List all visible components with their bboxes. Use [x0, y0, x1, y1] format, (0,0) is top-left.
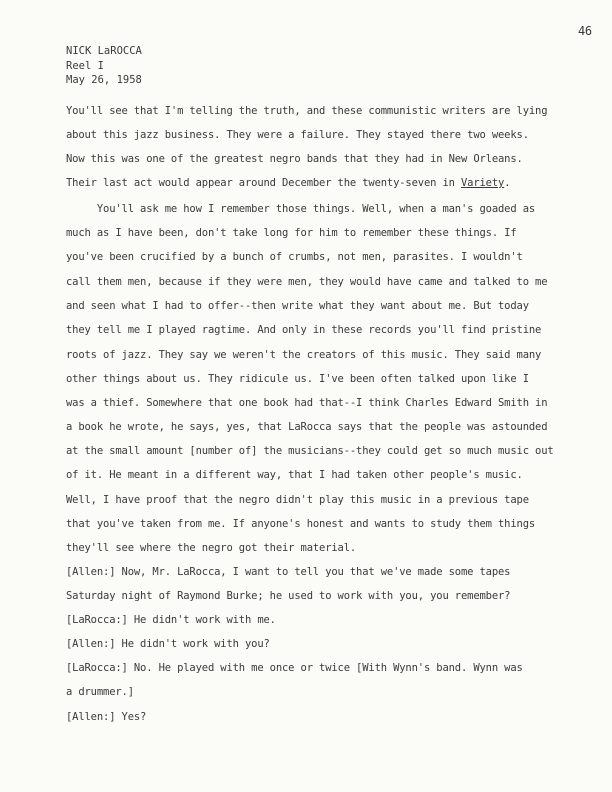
- body-line: you've been crucified by a bunch of crumbs, not men, parasites. I wouldn't: [66, 251, 523, 263]
- body-line: Now this was one of the greatest negro bands that they had in New Orleans.: [66, 153, 523, 165]
- body-line: You'll ask me how I remember those things. Well, when a man's goaded as: [66, 203, 536, 215]
- body-line: Well, I have proof that the negro didn't play this music in a previous tape: [66, 494, 529, 506]
- body-line: was a thief. Somewhere that one book had that--I think Charles Edward Smith in: [66, 397, 548, 409]
- header-date: May 26, 1958: [66, 74, 142, 86]
- speaker-line: [LaRocca:] He didn't work with me.: [66, 614, 276, 626]
- speaker-line: [Allen:] Yes?: [66, 711, 147, 723]
- body-line-text: Their last act would appear around December the twenty-seven in: [66, 177, 455, 189]
- body-line: a book he wrote, he says, yes, that LaRocca says that the people was astounded: [66, 421, 548, 433]
- body-line: they'll see where the negro got their material.: [66, 542, 357, 554]
- body-line: about this jazz business. They were a failure. They stayed there two weeks.: [66, 129, 529, 141]
- body-line: other things about us. They ridicule us. I've been often talked upon like I: [66, 373, 529, 385]
- body-line: You'll see that I'm telling the truth, and these communistic writers are lying: [66, 105, 548, 117]
- publication-name: Variety: [460, 177, 505, 189]
- speaker-line: [Allen:] He didn't work with you?: [66, 638, 270, 650]
- header-name: NICK LaROCCA: [66, 45, 142, 57]
- body-line: much as I have been, don't take long for him to remember these things. If: [66, 227, 517, 239]
- speaker-line: [Allen:] Now, Mr. LaRocca, I want to tell you that we've made some tapes: [66, 566, 511, 578]
- body-line: they tell me I played ragtime. And only in these records you'll find pristine: [66, 324, 542, 336]
- body-line: Saturday night of Raymond Burke; he used to work with you, you remember?: [66, 590, 511, 602]
- body-line: that you've taken from me. If anyone's honest and wants to study them things: [66, 518, 536, 530]
- body-line: a drummer.]: [66, 686, 134, 698]
- transcript-header: [66, 44, 142, 88]
- body-line: call them men, because if they were men, they would have came and talked to me: [66, 276, 548, 288]
- punctuation: .: [504, 177, 511, 189]
- body-line: [66, 177, 510, 189]
- header-reel: Reel I: [66, 59, 104, 72]
- body-line: at the small amount [number of] the musicians--they could get so much music out: [66, 445, 554, 457]
- page-number: 46: [578, 24, 592, 38]
- speaker-line: [LaRocca:] No. He played with me once or twice [With Wynn's band. Wynn was: [66, 662, 523, 674]
- body-line: roots of jazz. They say we weren't the creators of this music. They said many: [66, 349, 542, 361]
- body-line: and seen what I had to offer--then write what they want about me. But today: [66, 300, 529, 312]
- body-line: of it. He meant in a different way, that I had taken other people's music.: [66, 469, 523, 481]
